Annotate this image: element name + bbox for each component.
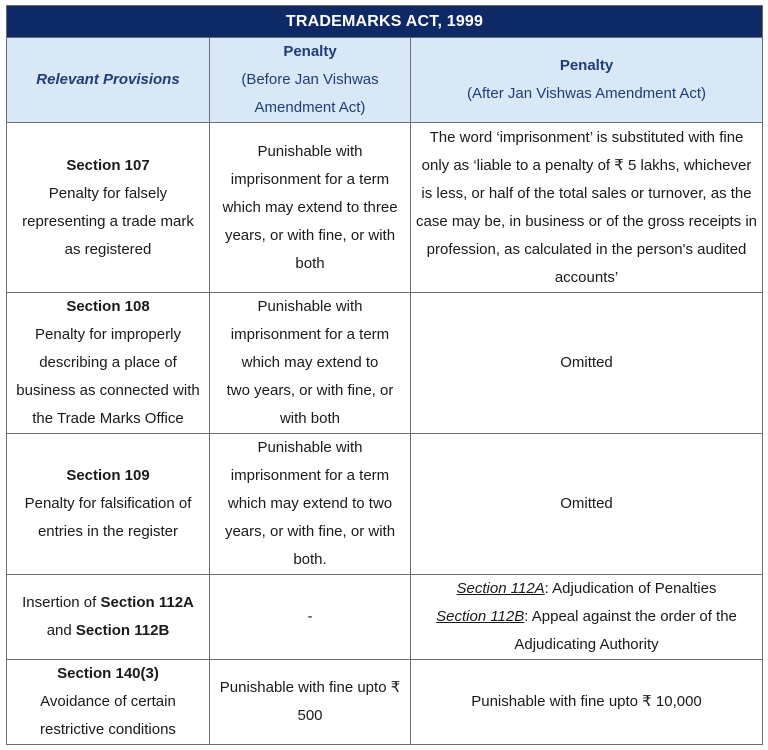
table-row [7,434,763,575]
provision-cell: Insertion of Section 112A and Section 112B [7,575,210,660]
table-title-row [7,6,763,38]
before-cell: Punishable with imprisonment for a term which may extend to two years, or with fine, or with both. [210,434,411,575]
before-cell: Punishable with imprisonment for a term which may extend to three years, or with fine, or with both [210,123,411,293]
after-cell: The word ‘imprisonment’ is substituted with fine only as ‘liable to a penalty of ₹ 5 lakhs, whichever is less, or half of the total sales or turnover, as the case may be, in business or of the gross receipts in profession, as calculated in the person's audited accounts’ [411,123,763,293]
header-penalty-after: Penalty (After Jan Vishwas Amendment Act) [411,38,763,123]
after-cell: Omitted [411,434,763,575]
table-header-row [7,38,763,123]
trademarks-table-container [6,5,762,745]
section-112b-link: Section 112B [436,608,525,625]
table-title: TRADEMARKS ACT, 1999 [7,6,763,38]
table-row [7,293,763,434]
before-cell: Punishable with fine upto ₹ 500 [210,660,411,745]
provision-cell: Section 107 Penalty for falsely representing a trade mark as registered [7,123,210,293]
header-provisions: Relevant Provisions [7,38,210,123]
table-row [7,575,763,660]
header-penalty-before: Penalty (Before Jan Vishwas Amendment Act) [210,38,411,123]
trademarks-penalty-table [6,5,763,745]
table-row [7,660,763,745]
section-112a-link: Section 112A [456,580,545,597]
after-cell: Section 112A: Adjudication of Penalties Section 112B: Appeal against the order of the Adjudicating Authority [411,575,763,660]
before-cell: Punishable with imprisonment for a term which may extend to two years, or with fine, or with both [210,293,411,434]
after-cell: Omitted [411,293,763,434]
table-row [7,123,763,293]
after-cell: Punishable with fine upto ₹ 10,000 [411,660,763,745]
provision-cell: Section 109 Penalty for falsification of entries in the register [7,434,210,575]
before-cell: - [210,575,411,660]
provision-cell: Section 140(3) Avoidance of certain restrictive conditions [7,660,210,745]
provision-cell: Section 108 Penalty for improperly describing a place of business as connected with the Trade Marks Office [7,293,210,434]
